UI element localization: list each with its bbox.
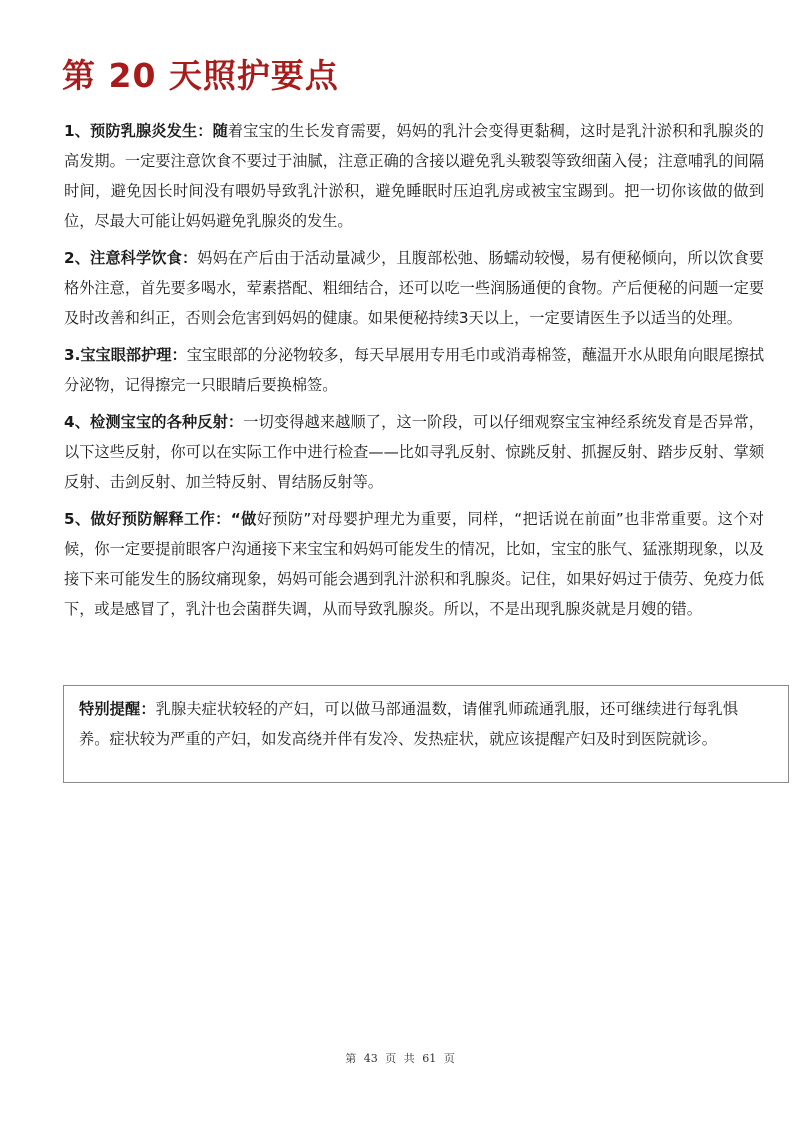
page-footer [0,1050,800,1066]
reminder-text [79,694,738,754]
reminder-heading: 特别提醒： [79,700,156,718]
list-item [64,340,764,400]
footer-mid: 页 共 [385,1052,415,1065]
list-item [64,504,764,624]
reminder-body: 乳腺夫症状较轻的产妇，可以做马部通温数，请催乳师疏通乳服，还可继续进行每乳惧养。症状较为严重的产妇，如发高绕并伴有发冷、发热症状，就应该提醒产妇及时到医院就诊。 [79,700,739,748]
list-item [64,243,764,333]
item-heading: 5、做好预防解释工作：“做 [64,510,257,528]
list-item [64,116,764,236]
item-heading: 2、注意科学饮食： [64,249,198,267]
footer-suffix: 页 [443,1052,455,1065]
item-heading: 4、检测宝宝的各种反射： [64,413,244,431]
care-points-list [64,116,764,631]
item-heading: 3.宝宝眼部护理： [64,346,187,364]
footer-prefix: 第 [345,1052,357,1065]
item-body: 着宝宝的生长发育需要，妈妈的乳汁会变得更黏稠，这时是乳汁淤积和乳腺炎的高发期。一定要注意饮食不要过于油腻，注意正确的含接以避免乳头皲裂等致细菌入侵；注意哺乳的间隔时间，避免因长时间没有喂奶导致乳汁淤积，避免睡眠时压迫乳房或被宝宝踢到。把一切你该做的做到位，尽最大可能让妈妈避免乳腺炎的发生。 [64,122,764,230]
page-total: 61 [422,1052,437,1065]
special-reminder-box [63,685,789,783]
item-body: 好预防”对母婴护理尤为重要，同样，“把话说在前面”也非常重要。这个对候，你一定要提前眼客户沟通接下来宝宝和妈妈可能发生的情况，比如，宝宝的胀气、猛涨期现象，以及接下来可能发生的肠纹痛现象，妈妈可能会遇到乳汁淤积和乳腺炎。记住，如果好妈过于债劳、免疫力低下，或是感冒了，乳汁也会菌群失调，从而导致乳腺炎。所以，不是出现乳腺炎就是月嫂的错。 [64,510,764,618]
item-body: 一切变得越来越顺了，这一阶段，可以仔细观察宝宝神经系统发育是否异常，以下这些反射，你可以在实际工作中进行检查——比如寻乳反射、惊跳反射、抓握反射、踏步反射、掌颏反射、击剑反射、加兰特反射、胃结肠反射等。 [64,413,764,491]
item-body: 宝宝眼部的分泌物较多，每天早展用专用毛巾或消毒棉签，蘸温开水从眼角向眼尾擦拭分泌物，记得擦完一只眼睛后要换棉签。 [64,346,765,394]
page-number: 43 [363,1052,378,1065]
item-body: 妈妈在产后由于活动量减少，且腹部松弛、肠蠕动较慢，易有便秘倾向，所以饮食要格外注意，首先要多喝水，荤素搭配、粗细结合，还可以吃一些润肠通便的食物。产后便秘的问题一定要及时改善和纠正，否则会危害到妈妈的健康。如果便秘持续3天以上，一定要请医生予以适当的处理。 [64,249,764,327]
list-item [64,407,764,497]
page-title: 第 20 天照护要点 [62,56,339,95]
item-heading: 1、预防乳腺炎发生：随 [64,122,228,140]
